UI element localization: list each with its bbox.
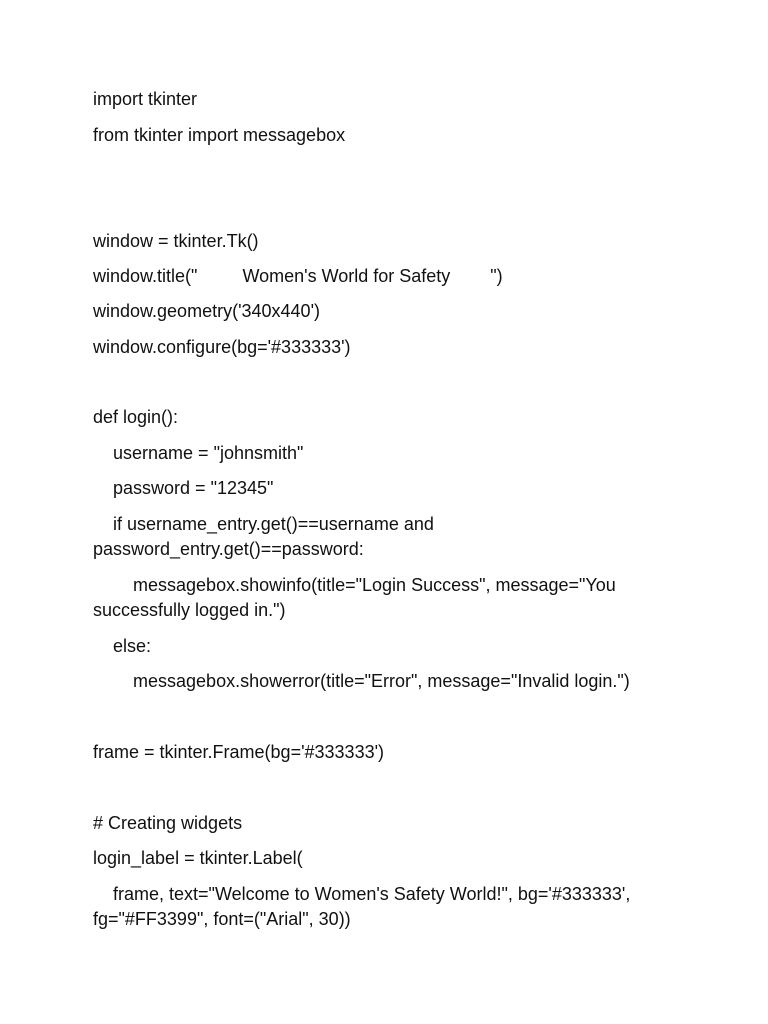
code-line: window.title(" Women's World for Safety ") [93,266,503,286]
code-line: window.configure(bg='#333333') [93,337,351,357]
code-comment: # Creating widgets [93,813,243,833]
code-line: login_label = tkinter.Label( [93,848,303,868]
code-line: messagebox.showerror(title="Error", message="Invalid login.") [93,671,630,691]
code-line: from tkinter import messagebox [93,125,346,145]
code-line: username = "johnsmith" [93,443,304,463]
code-line: import tkinter [93,89,198,109]
code-line: password = "12345" [93,478,274,498]
code-line: def login(): [93,407,179,427]
code-line: if username_entry.get()==username and password_entry.get()==password: [93,514,439,559]
code-line: frame, text="Welcome to Women's Safety World!", bg='#333333', fg="#FF3399", font=("Arial", 30)) [93,884,636,929]
code-line: window = tkinter.Tk() [93,231,259,251]
code-line: frame = tkinter.Frame(bg='#333333') [93,742,385,762]
code-line: else: [93,636,152,656]
code-line: window.geometry('340x440') [93,301,320,321]
code-line: messagebox.showinfo(title="Login Success", message="You successfully logged in.") [93,575,621,620]
